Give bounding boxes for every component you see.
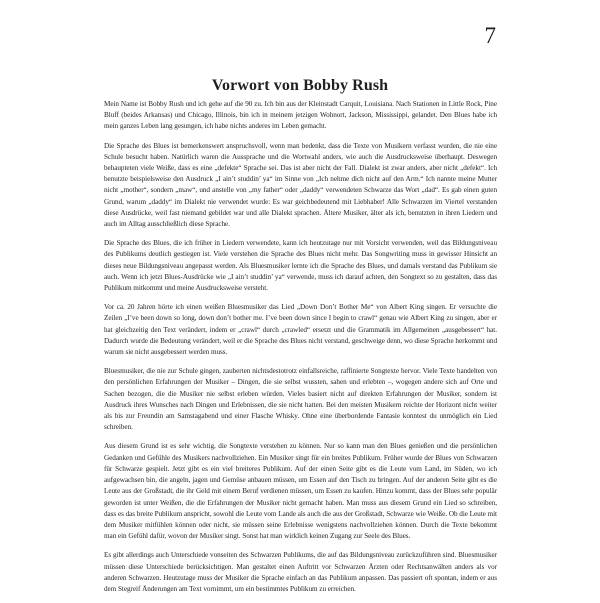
paragraph: Bluesmusiker, die nie zur Schule gingen, zauberten nichtsdestotrotz einfallsreiche, raffinierte Songtexte hervor. Viele Texte handelten von den persönlichen Erfahrungen der Musiker – Dingen, die sie selbst wussten, sahen und erlebten –, wogegen andere sich auf Orte und Sachen bezogen, die die Musiker nie selbst erleben würden. Vieles basiert nicht auf direkten Erfahrungen der Musiker, sondern ist Ausdruck ihres Wunsches nach Dingen und Erlebnissen, die sie nicht hatten. Bei den meisten Musikern reichte der Horizont nicht weiter als bis zur Freundin am Samstagabend und einer Flasche Whisky. Ohne eine überbordende Fantasie konntest du unmöglich ein Lied schreiben.	[104, 367, 497, 432]
page-title: Vorwort von Bobby Rush	[211, 76, 389, 94]
page-number: 7	[484, 23, 496, 48]
paragraph: Die Sprache des Blues ist bemerkenswert anspruchsvoll, wenn man bedenkt, dass die Texte von Musikern verfasst wurden, die nie eine Schule besucht haben. Natürlich waren die Aussprache und die Wortwahl anders, wie auch die Ausdrucksweise überhaupt. Deswegen behaupteten viele Weiße, dass es eine „defekte“ Sprache sei. Das ist aber nicht der Fall. Dialekt ist zwar anders, aber nicht „defekt“. Ich benutzte beispielsweise den Ausdruck „I ain’t studdin’ ya“ im Sinne von „Ich nehme dich nicht auf den Arm.“ Ich nannte meine Mutter nicht „mother“, sondern „maw“, und anstelle von „my father“ oder „daddy“ verwendeten Schwarze das Wort „dad“. Es gab einen guten Grund, warum „daddy“ im Dialekt nie verwendet wurde: Es war geichbedeutend mit Liebhaber! Alle Schwarzen im Viertel verstanden diese Ausdrücke, weil fast niemand gebildet war und alle Dialekt sprachen. Ältere Musiker, älter als ich, benutzten in ihren Liedern und auch im Alltag ausschließlich diese Sprache.	[104, 141, 497, 229]
paragraph: Die Sprache des Blues, die ich früher in Liedern verwendete, kann ich heutzutage nur mit Vorsicht verwenden, weil das Bildungsniveau des Publikums deutlich gestiegen ist. Viele verstehen die Sprache des Blues nicht mehr. Das Songwriting muss in gewisser Hinsicht an dieses neue Bildungsniveau angepasst werden. Als Bluesmusiker lernte ich die Sprache des Blues, und damals verstand das Publikum sie auch. Wenn ich jetzt Blues-Ausdrücke wie „I ain’t studdin’ ya“ verwende, muss ich darauf achten, den Songtext so zu gestalten, dass das Publikum mitkommt und meine Ausdrucksweise versteht.	[104, 239, 497, 293]
paragraph: Aus diesem Grund ist es sehr wichtig, die Songtexte verstehen zu können. Nur so kann man den Blues genießen und die persönlichen Gedanken und Gefühle des Musikers nachvollziehen. Ein Musiker singt für ein breites Publikum. Früher wurde der Blues von Schwarzen für Schwarze gespielt. Jetzt gibt es ein viel breiteres Publikum. Auf der einen Seite gibt es die Leute vom Land, im Süden, wo ich aufgewachsen bin, die angeln, jagen und Gemüse anbauen müssen, um Essen auf den Tisch zu bringen. Auf der anderen Seite gibt es die Leute aus der Großstadt, die ihr Geld mit einem Beruf verdienen müssen, um Essen zu kaufen. Hinzu kommt, dass der Blues sehr populär geworden ist unter Weißen, die die Erfahrungen der Musiker nicht gemacht haben. Man muss aus diesem Grund ein Lied so schreiben, dass es das breite Publikum anspricht, sowohl die Leute vom Lande als auch die aus der Großstadt, Schwarze wie Weiße. Ob die Leute mit dem Musiker mitfühlen können oder nicht, sie müssen seine Erlebnisse wenigstens nachvollziehen können. Durch die Texte bekommt man ein Gefühl dafür, wovon der Musiker singt. Sonst hat man wirklich keinen Zugang zur Seele des Blues.	[104, 442, 497, 541]
paragraph: Mein Name ist Bobby Rush und ich gehe auf die 90 zu. Ich bin aus der Kleinstadt Carquit, Louisiana. Nach Stationen in Little Rock, Pine Bluff (beides Arkansas) und Chicago, Illinois, bin ich in meinem jetzigen Wohnort, Jackson, Mississippi, gelandet. Den Blues habe ich mein ganzes Leben lang gesungen, ich habe nichts anderes im Leben gemacht.	[104, 100, 497, 131]
body-text	[104, 99, 497, 603]
paragraph: Es gibt allerdings auch Unterschiede vonseiten des Schwarzen Publikums, die auf das Bildungsniveau zurückzuführen sind. Bluesmusiker müssen diese Unterschiede berücksichtigen. Man gestaltet einen Auftritt vor Schwarzen Ärzten oder Rechtsanwälten anders als vor anderen Schwarzen. Heutzutage muss der Musiker die Sprache einfach an das Publikum anpassen. Das passiert oft spontan, indem er aus dem Stegreif Änderungen am Text vornimmt, um ein bestimmtes Publikum zu erreichen.	[104, 551, 497, 593]
paragraph: Vor ca. 20 Jahren hörte ich einen weißen Bluesmusiker das Lied „Down Don’t Bother Me“ von Albert King singen. Er versuchte die Zeilen „I’ve been down so long, down don’t bother me. I’ve been down since I begin to crawl“ genau wie Albert King zu singen, aber er hat gleichzeitig den Text verändert, indem er „crawl“ durch „crawled“ ersetzt und die Grammatik im Allgemeinen „ausgebessert“ hat. Dadurch wurde die Bedeutung verändert, weil er die Sprache des Blues nicht verstand, geschweige denn, wo diese Sprache herkommt und warum sie nicht ausgebessert werden muss.	[104, 303, 497, 357]
